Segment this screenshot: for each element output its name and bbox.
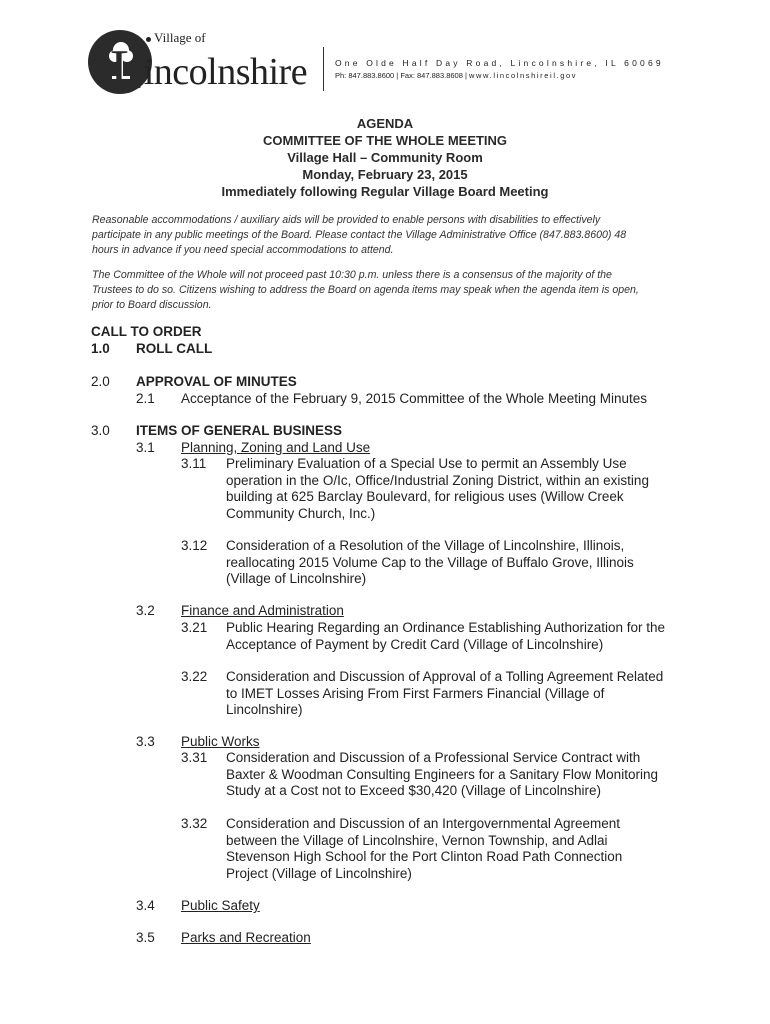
- item-number: 3.22: [181, 669, 208, 684]
- section-roll-call: ROLL CALL: [136, 341, 213, 356]
- accommodations-note: Reasonable accommodations / auxiliary aids will be provided to enable persons with disabilities to effectively participate in any public meetings of the Board. Please contact the Village Administrative Office (847.883.8600) 48 hours in advance if you need special accommodations to attend.: [92, 214, 627, 256]
- section-number: 2.0: [91, 374, 110, 389]
- item-3-32-text: Consideration and Discussion of an Intergovernmental Agreement between the Village of Lincolnshire, Vernon Township, and Adlai Stevenson High School for the Port Clinton Road Path Connection Project (Village of Lincolnshire): [226, 816, 623, 881]
- subsection-finance: Finance and Administration: [181, 603, 344, 618]
- logo-village-of: Village of: [146, 30, 206, 46]
- subsection-number: 3.1: [136, 440, 155, 455]
- subsection-number: 3.5: [136, 930, 155, 945]
- item-number: 3.12: [181, 538, 208, 553]
- subsection-number: 3.3: [136, 734, 155, 749]
- subsection-public-safety: Public Safety: [181, 898, 260, 913]
- meeting-date: Monday, February 23, 2015: [302, 167, 468, 182]
- subsection-number: 3.2: [136, 603, 155, 618]
- village-logo: [88, 30, 328, 102]
- meeting-time: Immediately following Regular Village Board Meeting: [221, 184, 549, 199]
- item-number: 2.1: [136, 391, 155, 406]
- village-website: www.lincolnshireil.gov: [469, 71, 578, 80]
- meeting-location: Village Hall – Community Room: [287, 150, 483, 165]
- item-number: 3.31: [181, 750, 208, 765]
- village-contact: Ph: 847.883.8600 | Fax: 847.883.8608 | www.lincolnshireil.gov: [335, 71, 578, 80]
- subsection-public-works: Public Works: [181, 734, 260, 749]
- logo-wordmark: Lincolnshire: [110, 39, 308, 101]
- item-number: 3.32: [181, 816, 208, 831]
- item-3-31-text: Consideration and Discussion of a Professional Service Contract with Baxter & Woodman Consulting Engineers for a Sanitary Flow Monitoring Study at a Cost not to Exceed $30,420 (Village of Lincolnshire): [226, 750, 658, 798]
- header-divider: [323, 47, 324, 91]
- call-to-order-heading: CALL TO ORDER: [91, 324, 202, 339]
- section-number: 3.0: [91, 423, 110, 438]
- subsection-number: 3.4: [136, 898, 155, 913]
- item-3-11-text: Preliminary Evaluation of a Special Use to permit an Assembly Use operation in the O/Ic, Office/Industrial Zoning District, within an existing building at 625 Barclay Boulevard, for religious uses (Willow Creek Community Church, Inc.): [226, 456, 649, 521]
- time-limit-note: The Committee of the Whole will not proceed past 10:30 p.m. unless there is a consensus of the majority of the Trustees to do so. Citizens wishing to address the Board on agenda items may speak when the agenda item is open, prior to Board discussion.: [92, 269, 639, 311]
- section-approval-of-minutes: APPROVAL OF MINUTES: [136, 374, 297, 389]
- village-address: One Olde Half Day Road, Lincolnshire, IL 60069: [335, 58, 664, 68]
- item-3-21-text: Public Hearing Regarding an Ordinance Establishing Authorization for the Acceptance of Payment by Credit Card (Village of Lincolnshire): [226, 620, 666, 652]
- meeting-name: COMMITTEE OF THE WHOLE MEETING: [262, 133, 508, 148]
- agenda-title-block: [0, 115, 770, 200]
- section-number: 1.0: [91, 341, 110, 356]
- item-minutes-acceptance: Acceptance of the February 9, 2015 Committee of the Whole Meeting Minutes: [181, 391, 647, 406]
- subsection-planning-zoning: Planning, Zoning and Land Use: [181, 440, 371, 455]
- item-3-22-text: Consideration and Discussion of Approval of a Tolling Agreement Related to IMET Losses Arising From First Farmers Financial (Village of Lincolnshire): [226, 669, 664, 717]
- item-number: 3.11: [181, 456, 207, 471]
- agenda-heading: AGENDA: [356, 116, 414, 131]
- item-3-12-text: Consideration of a Resolution of the Village of Lincolnshire, Illinois, reallocating 2015 Volume Cap to the Village of Buffalo Grove, Illinois (Village of Lincolnshire): [226, 538, 634, 586]
- section-general-business: ITEMS OF GENERAL BUSINESS: [136, 423, 343, 438]
- subsection-parks-recreation: Parks and Recreation: [181, 930, 311, 945]
- item-number: 3.21: [181, 620, 208, 635]
